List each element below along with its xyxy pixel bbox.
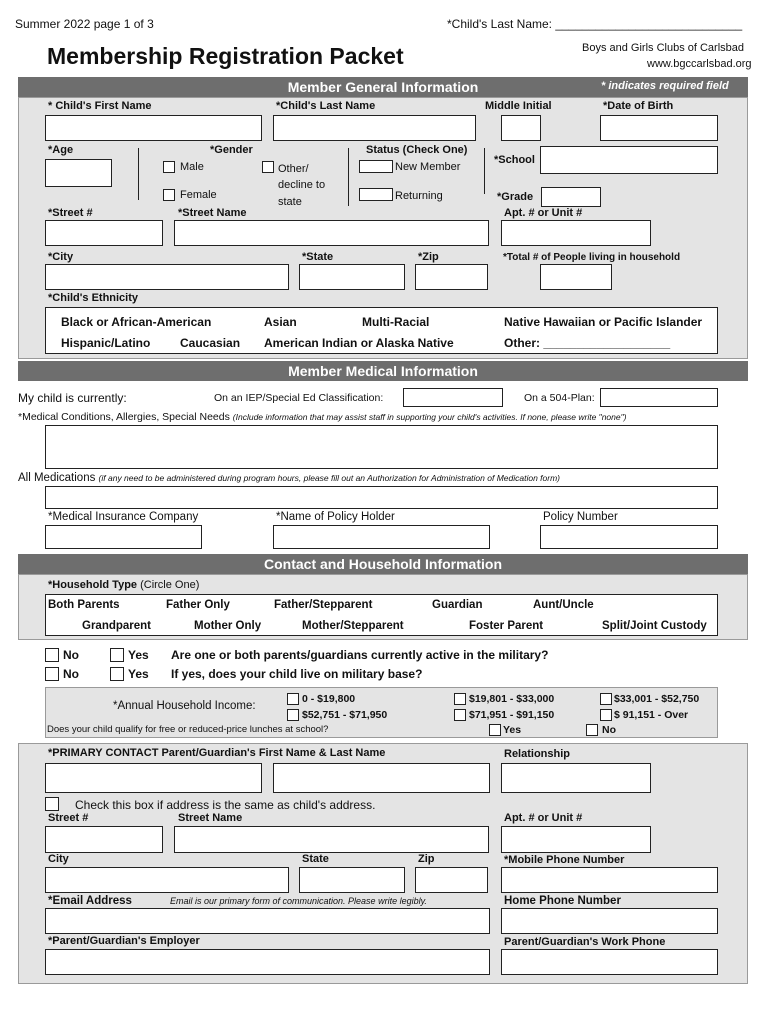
lunch-no-checkbox[interactable] [586,724,598,736]
contact-street-num-field[interactable] [45,826,163,853]
age-field[interactable] [45,159,112,187]
income-0-checkbox[interactable] [287,693,299,705]
medical-section-heading: Member Medical Information [18,361,748,381]
grade-label: *Grade [497,191,534,203]
total-people-label: *Total # of People living in household [503,252,681,263]
middle-initial-label: Middle Initial [485,100,552,112]
employer-label: *Parent/Guardian's Employer [48,935,200,947]
middle-initial-field[interactable] [501,115,541,141]
income-4-label: $71,951 - $91,150 [469,709,555,721]
hh-split-custody[interactable]: Split/Joint Custody [602,620,707,632]
contact-street-name-label: Street Name [178,812,243,824]
income-2-label: $33,001 - $52,750 [614,693,700,705]
decline-label: decline to [278,179,326,191]
contact-apt-field[interactable] [501,826,651,853]
income-5-checkbox[interactable] [600,709,612,721]
insurance-label: *Medical Insurance Company [48,511,199,523]
grade-field[interactable] [541,187,601,207]
iep-field[interactable] [403,388,503,407]
base-yes-label: Yes [128,667,149,681]
street-num-field[interactable] [45,220,163,246]
relationship-field[interactable] [501,763,651,793]
employer-field[interactable] [45,949,490,975]
base-no-checkbox[interactable] [45,667,59,681]
income-1-label: $19,801 - $33,000 [469,693,555,705]
street-num-label: *Street # [48,207,93,219]
female-label: Female [180,189,217,201]
mobile-label: *Mobile Phone Number [504,854,625,866]
ethnicity-label: *Child's Ethnicity [48,292,139,304]
contact-street-num-label: Street # [48,812,89,824]
eth-black[interactable]: Black or African-American [61,315,212,329]
contact-zip-field[interactable] [415,867,488,893]
state-word-label: state [278,196,302,208]
work-phone-label: Parent/Guardian's Work Phone [504,936,666,948]
page-title: Membership Registration Packet [47,43,404,69]
primary-contact-label: *PRIMARY CONTACT Parent/Guardian's First Name & Last Name [48,747,386,759]
new-member-checkbox[interactable] [359,160,393,173]
hh-father-only[interactable]: Father Only [166,599,230,611]
eth-asian[interactable]: Asian [264,315,297,329]
contact-state-field[interactable] [299,867,405,893]
header-last-name-label: *Child's Last Name: ____________________________ [447,17,743,31]
plan504-field[interactable] [600,388,718,407]
base-question: If yes, does your child live on military base? [171,667,423,681]
work-phone-field[interactable] [501,949,718,975]
relationship-label: Relationship [504,748,571,760]
hh-foster-parent[interactable]: Foster Parent [469,620,544,632]
eth-hawaiian[interactable]: Native Hawaiian or Pacific Islander [504,315,703,329]
same-address-label: Check this box if address is the same as child's address. [75,798,376,812]
eth-hispanic[interactable]: Hispanic/Latino [61,336,151,350]
income-1-checkbox[interactable] [454,693,466,705]
general-section-heading: Member General Information [18,77,748,97]
street-name-label: *Street Name [178,207,247,219]
org-url: www.bgccarlsbad.org [647,58,752,70]
iep-label: On an IEP/Special Ed Classification: [214,392,384,404]
contact-apt-label: Apt. # or Unit # [504,812,583,824]
other-gender-checkbox[interactable] [262,161,274,173]
first-name-field[interactable] [45,115,262,141]
email-note: Email is our primary form of communication. Please write legibly. [170,896,427,906]
city-label: *City [48,251,74,263]
conditions-field[interactable] [45,425,718,469]
income-0-label: 0 - $19,800 [302,693,356,705]
first-name-label: * Child's First Name [48,100,152,112]
email-label: *Email Address [48,895,132,907]
hh-mother-only[interactable]: Mother Only [194,620,262,632]
city-field[interactable] [45,264,289,290]
contact-zip-label: Zip [418,853,435,865]
hh-grandparent[interactable]: Grandparent [82,620,152,632]
home-phone-field[interactable] [501,908,718,934]
lunch-question: Does your child qualify for free or reduced-price lunches at school? [47,724,329,735]
lunch-yes-checkbox[interactable] [489,724,501,736]
income-3-label: $52,751 - $71,950 [302,709,388,721]
apt-label: Apt. # or Unit # [504,207,583,219]
household-type-label: *Household Type (Circle One) [48,579,200,591]
total-people-field[interactable] [540,264,612,290]
mobile-field[interactable] [501,867,718,893]
female-checkbox[interactable] [163,189,175,201]
state-label: *State [302,251,334,263]
status-label: Status (Check One) [366,144,468,156]
street-name-field[interactable] [174,220,489,246]
military-yes-checkbox[interactable] [110,648,124,662]
hh-mother-stepparent[interactable]: Mother/Stepparent [302,620,404,632]
primary-first-name-field[interactable] [45,763,262,793]
page-info: Summer 2022 page 1 of 3 [15,17,154,31]
military-no-checkbox[interactable] [45,648,59,662]
income-5-label: $ 91,151 - Over [614,709,689,721]
eth-caucasian[interactable]: Caucasian [180,336,241,350]
hh-father-stepparent[interactable]: Father/Stepparent [274,599,373,611]
age-label: *Age [48,144,74,156]
school-field[interactable] [540,146,718,174]
contact-street-name-field[interactable] [174,826,489,853]
new-member-label: New Member [395,161,461,173]
male-label: Male [180,161,204,173]
insurance-field[interactable] [45,525,202,549]
apt-field[interactable] [501,220,651,246]
policy-number-label: Policy Number [543,511,618,523]
email-field[interactable] [45,908,490,934]
income-label: *Annual Household Income: [113,700,256,712]
returning-label: Returning [395,190,443,202]
policy-holder-field[interactable] [273,525,490,549]
gender-label: *Gender [210,144,253,156]
currently-label: My child is currently: [18,391,127,405]
other-label: Other/ [278,163,309,175]
plan504-label: On a 504-Plan: [524,392,595,404]
school-label: *School [494,154,535,166]
zip-field[interactable] [415,264,488,290]
hh-both-parents[interactable]: Both Parents [48,599,120,611]
state-field[interactable] [299,264,405,290]
contact-state-label: State [302,853,329,865]
eth-multi[interactable]: Multi-Racial [362,315,430,329]
returning-checkbox[interactable] [359,188,393,201]
same-address-checkbox[interactable] [45,797,59,811]
income-2-checkbox[interactable] [600,693,612,705]
base-no-label: No [63,667,79,681]
last-name-label: *Child's Last Name [276,100,376,112]
org-name: Boys and Girls Clubs of Carlsbad [582,42,745,54]
contact-city-field[interactable] [45,867,289,893]
hh-guardian[interactable]: Guardian [432,599,483,611]
hh-aunt-uncle[interactable]: Aunt/Uncle [533,599,594,611]
military-yes-label: Yes [128,648,149,662]
dob-label: *Date of Birth [603,100,674,112]
eth-other[interactable]: Other: ___________________ [504,336,671,350]
required-note: * indicates required field [601,80,729,92]
home-phone-label: Home Phone Number [504,895,621,907]
base-yes-checkbox[interactable] [110,667,124,681]
primary-last-name-field[interactable] [273,763,490,793]
eth-native[interactable]: American Indian or Alaska Native [264,336,454,350]
lunch-no-label: No [602,724,616,736]
income-3-checkbox[interactable] [287,709,299,721]
policy-holder-label: *Name of Policy Holder [276,511,395,523]
zip-label: *Zip [418,251,439,263]
income-4-checkbox[interactable] [454,709,466,721]
dob-field[interactable] [600,115,718,141]
military-question: Are one or both parents/guardians currently active in the military? [171,648,549,662]
policy-number-field[interactable] [540,525,718,549]
contact-section-heading: Contact and Household Information [18,554,748,574]
medications-field[interactable] [45,486,718,509]
last-name-field[interactable] [273,115,476,141]
male-checkbox[interactable] [163,161,175,173]
medications-label: All Medications (if any need to be administered during program hours, please fill out an Authorization for Administration of Medication form) [18,472,560,484]
military-no-label: No [63,648,79,662]
conditions-label: *Medical Conditions, Allergies, Special Needs (Include information that may assist staff in supporting your child's activities. If none, please write "none") [18,411,627,423]
lunch-yes-label: Yes [503,724,522,736]
contact-city-label: City [48,853,69,865]
